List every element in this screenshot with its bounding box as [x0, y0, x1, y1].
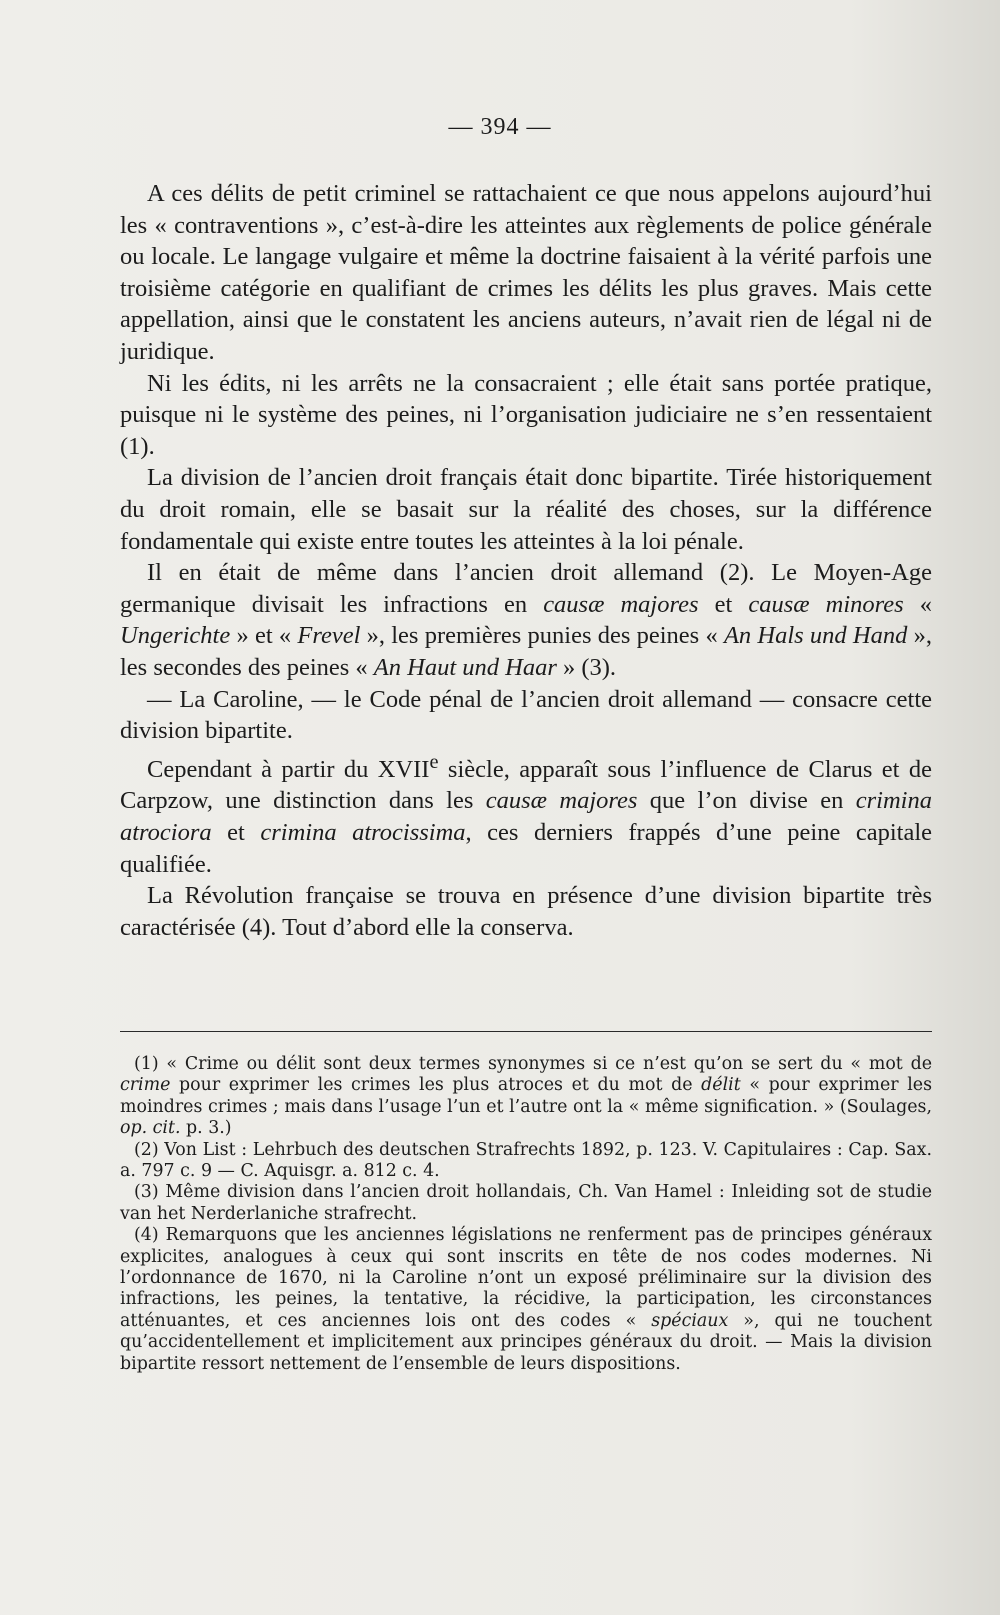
paragraph-2: Ni les édits, ni les arrêts ne la consacraient ; elle était sans portée pratique, puisque ni le système des peines, ni l’organisation judiciaire ne s’en ressentaient (1). — [120, 369, 932, 460]
text-run: « — [903, 590, 932, 618]
text-run: p. 3.) — [180, 1118, 232, 1139]
text-run: » (3). — [556, 653, 617, 681]
latin-term: causæ minores — [748, 590, 904, 618]
paragraph-6 — [120, 747, 932, 881]
german-term: An Haut und Haar — [373, 653, 557, 681]
german-term: An Hals und Hand — [723, 622, 908, 650]
footnote-3: (3) Même division dans l’ancien droit hollandais, Ch. Van Hamel : Inleiding sot de studie van het Nerderlaniche strafrecht. — [120, 1182, 932, 1224]
italic-term: op. cit. — [120, 1118, 181, 1139]
paragraph-5: — La Caroline, — le Code pénal de l’ancien droit allemand — consacre cette division bipartite. — [120, 685, 932, 745]
footnote-1 — [120, 1054, 932, 1140]
text-run: », les secondes des peines « — [120, 622, 932, 681]
latin-term: causæ majores — [485, 787, 638, 815]
italic-term: délit — [701, 1075, 741, 1096]
paragraph-3: La division de l’ancien droit français était donc bipartite. Tirée historiquement du droit romain, elle se basait sur la réalité des choses, sur la différence fondamentale qui existe entre toutes les atteintes à la loi pénale. — [120, 464, 932, 555]
paragraph-1: A ces délits de petit criminel se rattachaient ce que nous appelons aujourd’hui les « contraventions », c’est-à-dire les atteintes aux règlements de police générale ou locale. Le langage vulgaire et même la doctrine faisaient à la vérité parfois une troisième catégorie en qualifiant de crimes les délits les plus graves. Mais cette appellation, ainsi que le constatent les anciens auteurs, n’avait rien de légal ni de juridique. — [120, 180, 932, 365]
text-run: », qui ne touchent qu’accidentellement et implicitement aux principes généraux du droit. — Mais la division bipartite ressort nettement de l’ensemble de leurs dispositions. — [120, 1310, 932, 1374]
footnote-divider — [120, 1031, 932, 1032]
footnote-4 — [120, 1225, 932, 1375]
text-run: et — [698, 590, 749, 618]
german-term: Ungerichte — [120, 622, 231, 650]
latin-term: crimina atrociora — [120, 787, 932, 847]
latin-term: causæ majores — [543, 590, 699, 618]
text-run: siècle, apparaît sous l’influence de Clarus et de Carpzow, une distinction dans les — [120, 755, 933, 815]
text-run: (4) Remarquons que les anciennes législations ne renferment pas de principes généraux explicites, analogues à ceux qui sont inscrits en tête de nos codes modernes. Ni l’ordonnance de 1670, ni la Caroline n’ont un exposé préliminaire sur la division des infractions, les peines, la tentative, la récidive, la participation, les circonstances atténuantes, et ces anciennes lois ont des codes « — [120, 1225, 932, 1331]
footnotes — [120, 1054, 932, 1375]
paragraph-7: La Révolution française se trouva en présence d’une division bipartite très caractérisée (4). Tout d’abord elle la conserva. — [120, 882, 932, 941]
text-run: que l’on divise en — [637, 787, 856, 815]
text-run: , ces derniers frappés d’une peine capitale qualifiée. — [120, 819, 933, 878]
text-run: », les premières punies des peines « — [360, 622, 724, 650]
page-number: — 394 — — [448, 114, 552, 140]
paragraph-4 — [120, 557, 932, 683]
italic-term: spéciaux — [651, 1310, 729, 1331]
text-run: pour exprimer les crimes les plus atroces et du mot de — [170, 1075, 702, 1096]
main-text — [120, 178, 932, 943]
text-run: « pour exprimer les moindres crimes ; mais dans l’usage l’un et l’autre ont la « même signification. » (Soulages, — [120, 1075, 932, 1117]
text-run: et — [211, 819, 261, 847]
superscript: e — [429, 750, 439, 773]
footnote-2: (2) Von List : Lehrbuch des deutschen Strafrechts 1892, p. 123. V. Capitulaires : Cap. Sax. a. 797 c. 9 — C. Aquisgr. a. 812 c. 4. — [120, 1139, 932, 1182]
text-run: » et « — [230, 622, 298, 650]
text-run: Il en était de même dans l’ancien droit allemand (2). Le Moyen-Age germanique divisait les infractions en — [120, 559, 932, 618]
italic-term: crime — [120, 1075, 171, 1096]
text-run: (1) « Crime ou délit sont deux termes synonymes si ce n’est qu’on se sert du « mot de — [134, 1054, 932, 1074]
text-run: Cependant à partir du XVII — [147, 755, 430, 783]
german-term: Frevel — [297, 622, 361, 650]
latin-term: crimina atrocissima — [260, 819, 466, 847]
